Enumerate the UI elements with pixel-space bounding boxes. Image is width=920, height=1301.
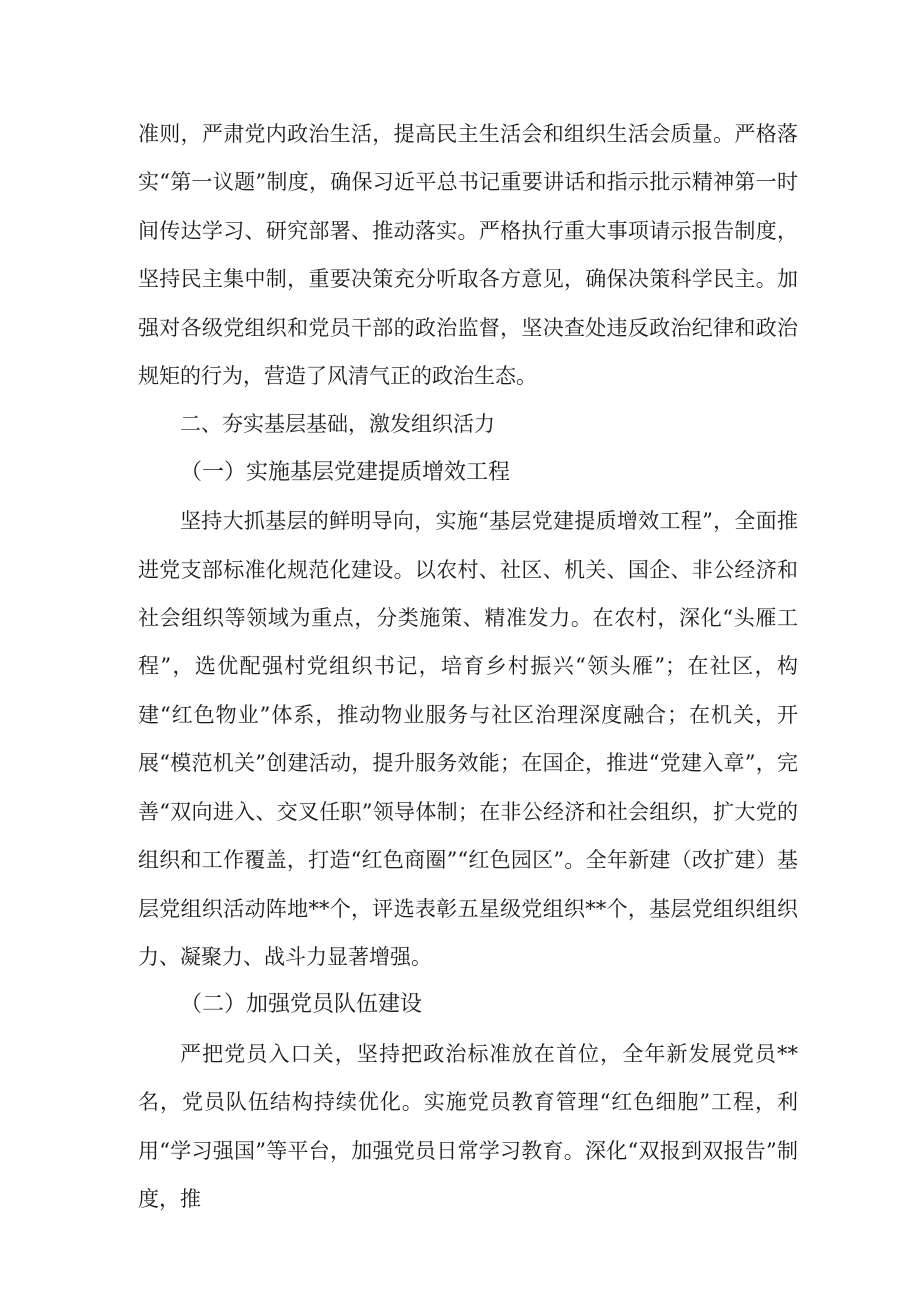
paragraph-member-team: 严把党员入口关，坚持把政治标准放在首位，全年新发展党员**名，党员队伍结构持续优化。实施党员教育管理“红色细胞”工程，利用“学习强国”等平台，加强党员日常学习教育。深化“双报到双报告”制度，推 bbox=[138, 1041, 798, 1211]
paragraph-political-life: 准则，严肃党内政治生活，提高民主生活会和组织生活会质量。严格落实“第一议题”制度，确保习近平总书记重要讲话和指示批示精神第一时间传达学习、研究部署、推动落实。严格执行重大事项请示报告制度，坚持民主集中制，重要决策充分听取各方意见，确保决策科学民主。加强对各级党组织和党员干部的政治监督，坚决查处违反政治纪律和政治规矩的行为，营造了风清气正的政治生态。 bbox=[138, 122, 798, 389]
subsection-heading-member-team: （二）加强党员队伍建设 bbox=[180, 992, 423, 1018]
subsection-heading-quality-project: （一）实施基层党建提质增效工程 bbox=[180, 459, 511, 485]
paragraph-grassroots-project: 坚持大抓基层的鲜明导向，实施“基层党建提质增效工程”，全面推进党支部标准化规范化建设。以农村、社区、机关、国企、非公经济和社会组织等领域为重点，分类施策、精准发力。在农村，深化“头雁工程”，选优配强村党组织书记，培育乡村振兴“领头雁”；在社区，构建“红色物业”体系，推动物业服务与社区治理深度融合；在机关，开展“模范机关”创建活动，提升服务效能；在国企，推进“党建入章”，完善“双向进入、交叉任职”领导体制；在非公经济和社会组织，扩大党的组织和工作覆盖，打造“红色商圈”“红色园区”。全年新建（改扩建）基层党组织活动阵地**个，评选表彰五星级党组织**个，基层党组织组织力、凝聚力、战斗力显著增强。 bbox=[138, 509, 798, 969]
section-heading-grassroots: 二、夯实基层基础，激发组织活力 bbox=[180, 412, 495, 437]
document-body bbox=[138, 110, 798, 1223]
